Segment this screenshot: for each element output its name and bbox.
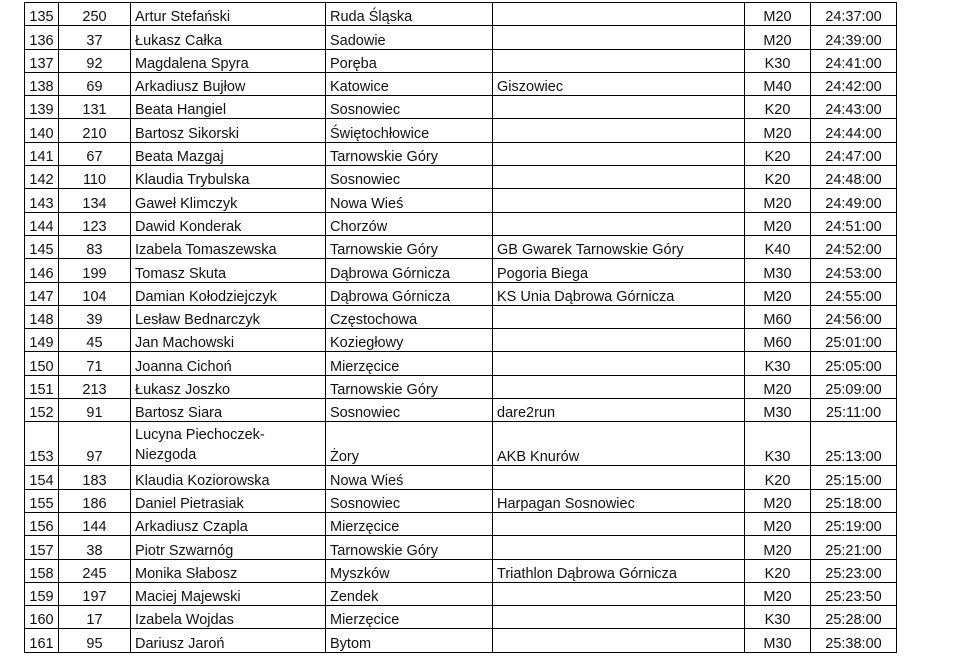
name-cell: Damian Kołodziejczyk	[131, 282, 326, 305]
table-row	[25, 466, 897, 489]
time-cell: 25:15:00	[811, 466, 897, 489]
city-cell: Sadowie	[326, 26, 493, 49]
table-row	[25, 166, 897, 189]
time-cell: 25:09:00	[811, 375, 897, 398]
category-cell: M20	[745, 282, 811, 305]
table-row	[25, 259, 897, 282]
name-cell: Lucyna Piechoczek-Niezgoda	[131, 422, 326, 466]
category-cell: K20	[745, 166, 811, 189]
club-cell	[493, 536, 745, 559]
table-row	[25, 96, 897, 119]
club-cell	[493, 329, 745, 352]
bib-cell: 17	[59, 606, 131, 629]
place-cell: 147	[25, 282, 59, 305]
place-cell: 161	[25, 629, 59, 652]
table-row	[25, 72, 897, 95]
place-cell: 155	[25, 489, 59, 512]
name-cell: Tomasz Skuta	[131, 259, 326, 282]
name-cell: Dawid Konderak	[131, 212, 326, 235]
bib-cell: 183	[59, 466, 131, 489]
time-cell: 25:19:00	[811, 512, 897, 535]
club-cell	[493, 305, 745, 328]
place-cell: 156	[25, 512, 59, 535]
table-row	[25, 119, 897, 142]
city-cell: Sosnowiec	[326, 166, 493, 189]
table-row	[25, 235, 897, 258]
time-cell: 24:56:00	[811, 305, 897, 328]
category-cell: M20	[745, 3, 811, 26]
club-cell	[493, 119, 745, 142]
time-cell: 24:52:00	[811, 235, 897, 258]
place-cell: 160	[25, 606, 59, 629]
category-cell: K30	[745, 352, 811, 375]
category-cell: M20	[745, 512, 811, 535]
category-cell: M30	[745, 399, 811, 422]
name-cell: Piotr Szwarnóg	[131, 536, 326, 559]
time-cell: 25:18:00	[811, 489, 897, 512]
place-cell: 139	[25, 96, 59, 119]
club-cell: Triathlon Dąbrowa Górnicza	[493, 559, 745, 582]
category-cell: K20	[745, 466, 811, 489]
time-cell: 24:41:00	[811, 49, 897, 72]
time-cell: 24:51:00	[811, 212, 897, 235]
place-cell: 141	[25, 142, 59, 165]
time-cell: 25:11:00	[811, 399, 897, 422]
place-cell: 140	[25, 119, 59, 142]
category-cell: M60	[745, 305, 811, 328]
city-cell: Częstochowa	[326, 305, 493, 328]
place-cell: 146	[25, 259, 59, 282]
category-cell: M20	[745, 119, 811, 142]
club-cell: Harpagan Sosnowiec	[493, 489, 745, 512]
table-row	[25, 49, 897, 72]
bib-cell: 71	[59, 352, 131, 375]
table-row	[25, 305, 897, 328]
category-cell: M30	[745, 629, 811, 652]
city-cell: Żory	[326, 422, 493, 466]
name-cell: Klaudia Trybulska	[131, 166, 326, 189]
category-cell: M20	[745, 536, 811, 559]
results-table	[24, 2, 897, 653]
club-cell	[493, 352, 745, 375]
city-cell: Sosnowiec	[326, 489, 493, 512]
city-cell: Bytom	[326, 629, 493, 652]
name-cell: Arkadiusz Czapla	[131, 512, 326, 535]
club-cell	[493, 512, 745, 535]
category-cell: M20	[745, 582, 811, 605]
category-cell: M20	[745, 189, 811, 212]
name-cell: Beata Mazgaj	[131, 142, 326, 165]
table-row	[25, 536, 897, 559]
place-cell: 153	[25, 422, 59, 466]
time-cell: 25:13:00	[811, 422, 897, 466]
bib-cell: 110	[59, 166, 131, 189]
bib-cell: 210	[59, 119, 131, 142]
table-row	[25, 142, 897, 165]
city-cell: Sosnowiec	[326, 96, 493, 119]
city-cell: Zendek	[326, 582, 493, 605]
bib-cell: 245	[59, 559, 131, 582]
place-cell: 148	[25, 305, 59, 328]
bib-cell: 104	[59, 282, 131, 305]
category-cell: M20	[745, 489, 811, 512]
category-cell: K30	[745, 49, 811, 72]
club-cell: Giszowiec	[493, 72, 745, 95]
time-cell: 24:53:00	[811, 259, 897, 282]
category-cell: K20	[745, 96, 811, 119]
category-cell: K30	[745, 606, 811, 629]
city-cell: Dąbrowa Górnicza	[326, 259, 493, 282]
city-cell: Tarnowskie Góry	[326, 142, 493, 165]
category-cell: K20	[745, 559, 811, 582]
name-cell: Arkadiusz Bujłow	[131, 72, 326, 95]
name-cell: Izabela Tomaszewska	[131, 235, 326, 258]
bib-cell: 45	[59, 329, 131, 352]
bib-cell: 95	[59, 629, 131, 652]
time-cell: 24:48:00	[811, 166, 897, 189]
city-cell: Mierzęcice	[326, 606, 493, 629]
bib-cell: 37	[59, 26, 131, 49]
name-cell: Łukasz Całka	[131, 26, 326, 49]
city-cell: Nowa Wieś	[326, 466, 493, 489]
time-cell: 25:23:50	[811, 582, 897, 605]
category-cell: K30	[745, 422, 811, 466]
bib-cell: 69	[59, 72, 131, 95]
table-row	[25, 26, 897, 49]
name-cell: Magdalena Spyra	[131, 49, 326, 72]
club-cell	[493, 582, 745, 605]
time-cell: 24:44:00	[811, 119, 897, 142]
bib-cell: 250	[59, 3, 131, 26]
club-cell	[493, 166, 745, 189]
bib-cell: 131	[59, 96, 131, 119]
table-row	[25, 422, 897, 466]
name-cell: Joanna Cichoń	[131, 352, 326, 375]
table-row	[25, 189, 897, 212]
time-cell: 24:42:00	[811, 72, 897, 95]
city-cell: Tarnowskie Góry	[326, 375, 493, 398]
place-cell: 158	[25, 559, 59, 582]
city-cell: Świętochłowice	[326, 119, 493, 142]
bib-cell: 91	[59, 399, 131, 422]
time-cell: 24:47:00	[811, 142, 897, 165]
place-cell: 149	[25, 329, 59, 352]
name-cell: Dariusz Jaroń	[131, 629, 326, 652]
name-cell: Izabela Wojdas	[131, 606, 326, 629]
club-cell	[493, 375, 745, 398]
bib-cell: 39	[59, 305, 131, 328]
city-cell: Chorzów	[326, 212, 493, 235]
category-cell: M20	[745, 26, 811, 49]
table-row	[25, 606, 897, 629]
name-cell: Beata Hangiel	[131, 96, 326, 119]
bib-cell: 213	[59, 375, 131, 398]
club-cell	[493, 26, 745, 49]
place-cell: 145	[25, 235, 59, 258]
name-cell: Maciej Majewski	[131, 582, 326, 605]
time-cell: 25:01:00	[811, 329, 897, 352]
club-cell	[493, 96, 745, 119]
results-body	[25, 3, 897, 653]
name-cell: Bartosz Sikorski	[131, 119, 326, 142]
bib-cell: 123	[59, 212, 131, 235]
bib-cell: 67	[59, 142, 131, 165]
place-cell: 159	[25, 582, 59, 605]
place-cell: 143	[25, 189, 59, 212]
table-row	[25, 399, 897, 422]
bib-cell: 197	[59, 582, 131, 605]
bib-cell: 199	[59, 259, 131, 282]
bib-cell: 144	[59, 512, 131, 535]
time-cell: 25:21:00	[811, 536, 897, 559]
city-cell: Tarnowskie Góry	[326, 235, 493, 258]
time-cell: 24:55:00	[811, 282, 897, 305]
city-cell: Nowa Wieś	[326, 189, 493, 212]
place-cell: 151	[25, 375, 59, 398]
city-cell: Sosnowiec	[326, 399, 493, 422]
place-cell: 138	[25, 72, 59, 95]
club-cell	[493, 466, 745, 489]
name-cell: Jan Machowski	[131, 329, 326, 352]
table-row	[25, 489, 897, 512]
bib-cell: 83	[59, 235, 131, 258]
club-cell	[493, 629, 745, 652]
category-cell: K40	[745, 235, 811, 258]
bib-cell: 92	[59, 49, 131, 72]
place-cell: 136	[25, 26, 59, 49]
club-cell	[493, 49, 745, 72]
table-row	[25, 329, 897, 352]
city-cell: Dąbrowa Górnicza	[326, 282, 493, 305]
table-row	[25, 582, 897, 605]
name-cell: Bartosz Siara	[131, 399, 326, 422]
table-row	[25, 3, 897, 26]
name-cell: Łukasz Joszko	[131, 375, 326, 398]
table-row	[25, 212, 897, 235]
name-cell: Lesław Bednarczyk	[131, 305, 326, 328]
place-cell: 135	[25, 3, 59, 26]
place-cell: 154	[25, 466, 59, 489]
place-cell: 150	[25, 352, 59, 375]
name-cell: Daniel Pietrasiak	[131, 489, 326, 512]
category-cell: M20	[745, 212, 811, 235]
place-cell: 157	[25, 536, 59, 559]
club-cell: AKB Knurów	[493, 422, 745, 466]
name-cell: Klaudia Koziorowska	[131, 466, 326, 489]
table-row	[25, 282, 897, 305]
city-cell: Mierzęcice	[326, 512, 493, 535]
city-cell: Poręba	[326, 49, 493, 72]
club-cell	[493, 606, 745, 629]
time-cell: 24:37:00	[811, 3, 897, 26]
category-cell: M20	[745, 375, 811, 398]
category-cell: M40	[745, 72, 811, 95]
club-cell: dare2run	[493, 399, 745, 422]
table-row	[25, 559, 897, 582]
category-cell: K20	[745, 142, 811, 165]
name-cell: Artur Stefański	[131, 3, 326, 26]
bib-cell: 134	[59, 189, 131, 212]
city-cell: Myszków	[326, 559, 493, 582]
table-row	[25, 352, 897, 375]
time-cell: 25:05:00	[811, 352, 897, 375]
club-cell	[493, 142, 745, 165]
city-cell: Tarnowskie Góry	[326, 536, 493, 559]
bib-cell: 97	[59, 422, 131, 466]
table-row	[25, 629, 897, 652]
bib-cell: 38	[59, 536, 131, 559]
city-cell: Mierzęcice	[326, 352, 493, 375]
club-cell	[493, 212, 745, 235]
table-row	[25, 512, 897, 535]
category-cell: M30	[745, 259, 811, 282]
place-cell: 137	[25, 49, 59, 72]
name-cell: Gaweł Klimczyk	[131, 189, 326, 212]
time-cell: 24:43:00	[811, 96, 897, 119]
club-cell	[493, 189, 745, 212]
club-cell: Pogoria Biega	[493, 259, 745, 282]
category-cell: M60	[745, 329, 811, 352]
place-cell: 142	[25, 166, 59, 189]
bib-cell: 186	[59, 489, 131, 512]
city-cell: Ruda Śląska	[326, 3, 493, 26]
club-cell: GB Gwarek Tarnowskie Góry	[493, 235, 745, 258]
table-row	[25, 375, 897, 398]
club-cell	[493, 3, 745, 26]
time-cell: 25:23:00	[811, 559, 897, 582]
club-cell: KS Unia Dąbrowa Górnicza	[493, 282, 745, 305]
time-cell: 24:39:00	[811, 26, 897, 49]
city-cell: Katowice	[326, 72, 493, 95]
time-cell: 25:28:00	[811, 606, 897, 629]
place-cell: 152	[25, 399, 59, 422]
name-cell: Monika Słabosz	[131, 559, 326, 582]
city-cell: Koziegłowy	[326, 329, 493, 352]
place-cell: 144	[25, 212, 59, 235]
time-cell: 24:49:00	[811, 189, 897, 212]
time-cell: 25:38:00	[811, 629, 897, 652]
